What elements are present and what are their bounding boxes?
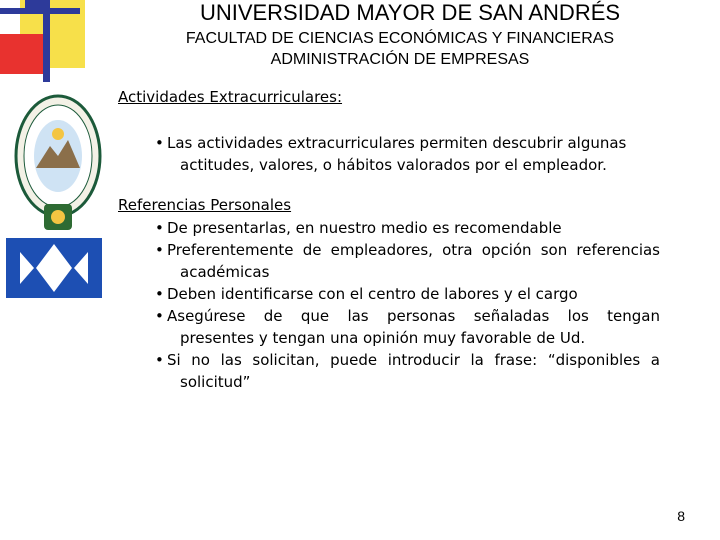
list-item: • Si no las solicitan, puede introducir la frase: “disponibles a solicitud” — [155, 351, 660, 391]
list-item: • Asegúrese de que las personas señaladas los tengan presentes y tengan una opinión muy favorable de Ud. — [155, 307, 660, 347]
bullet-text-cont: presentes y tengan una opinión muy favorable de Ud. — [180, 329, 586, 347]
decor-red-square — [0, 34, 44, 74]
page-number: 8 — [677, 508, 685, 524]
list-item: • Preferentemente de empleadores, otra opción son referencias académicas — [155, 241, 660, 281]
decor-blue-line-v — [43, 0, 50, 82]
list-item: • De presentarlas, en nuestro medio es recomendable — [155, 219, 562, 237]
faculty-title — [110, 28, 690, 70]
decor-blue-square — [25, 0, 47, 12]
references-list — [155, 217, 660, 393]
activities-heading: Actividades Extracurriculares: — [118, 88, 343, 106]
bullet-text: Las actividades extracurriculares permiten descubrir algunas — [167, 134, 627, 152]
faculty-name: FACULTAD DE CIENCIAS ECONÓMICAS Y FINANCIERAS — [185, 30, 615, 47]
references-heading: Referencias Personales — [118, 196, 292, 214]
bullet-text: Asegúrese de que las personas señaladas los tengan — [167, 307, 660, 325]
university-title: UNIVERSIDAD MAYOR DE SAN ANDRÉS — [199, 0, 621, 25]
bullet-text-cont: solicitud” — [180, 373, 251, 391]
bullet-text: Preferentemente de empleadores, otra opción son referencias — [167, 241, 660, 259]
university-seal-icon — [14, 94, 102, 236]
department-name: ADMINISTRACIÓN DE EMPRESAS — [270, 51, 530, 68]
bullet-text: Si no las solicitan, puede introducir la frase: “disponibles a — [167, 351, 660, 369]
list-item: • Deben identificarse con el centro de labores y el cargo — [155, 285, 578, 303]
activities-bullet — [155, 132, 660, 176]
bullet-text: De presentarlas, en nuestro medio es recomendable — [167, 219, 562, 237]
bullet-text-cont: académicas — [180, 263, 270, 281]
faculty-logo-icon — [6, 238, 102, 298]
bullet-text-cont: actitudes, valores, o hábitos valorados por el empleador. — [180, 156, 607, 174]
bullet-text: Deben identificarse con el centro de labores y el cargo — [167, 285, 578, 303]
bullet-dot: • — [155, 134, 164, 152]
